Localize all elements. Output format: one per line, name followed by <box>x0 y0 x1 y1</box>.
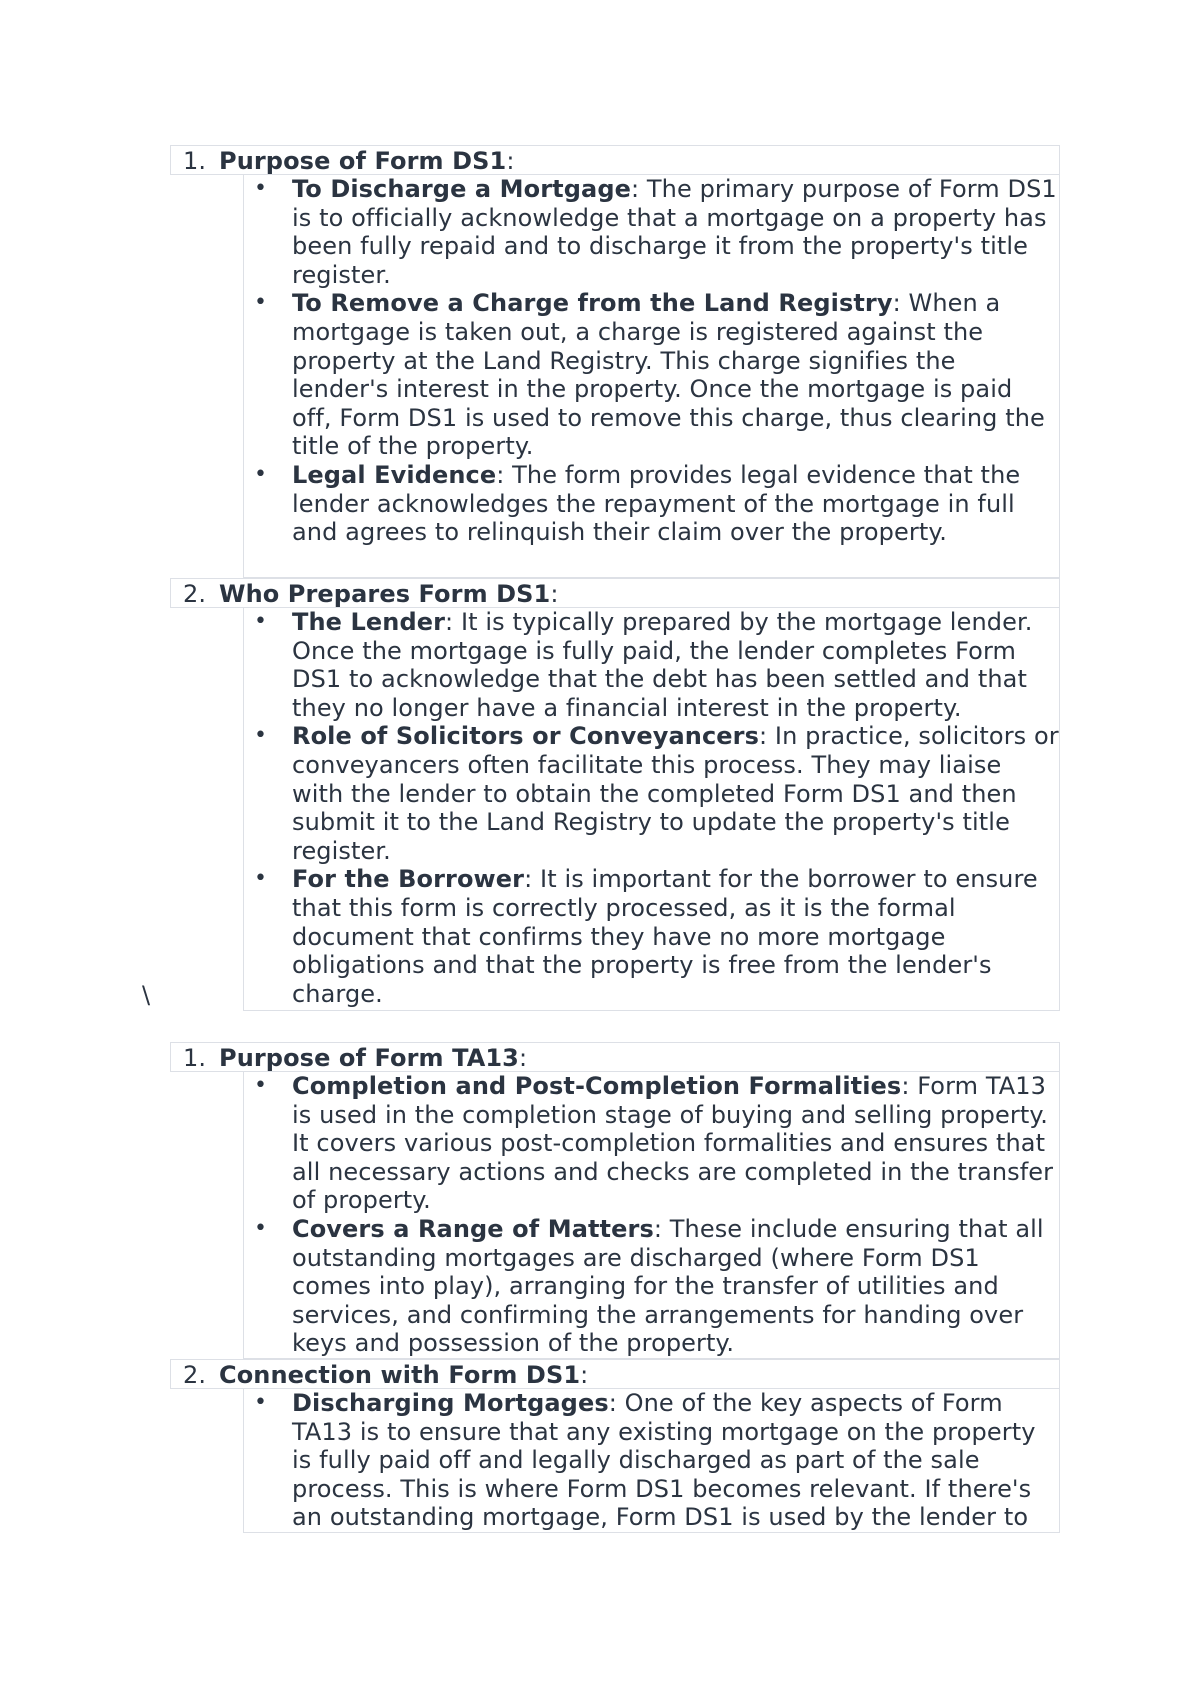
bullet-item: • To Remove a Charge from the Land Registry: When a mortgage is taken out, a charge is registered against the property at the Land Registry. This charge signifies the lender's interest in the property. Once the mortgage is paid off, Form DS1 is used to remove this charge, thus clearing the title of the property. <box>254 289 1045 461</box>
heading-text: Who Prepares Form DS1 <box>219 580 551 608</box>
section-heading: 1. Purpose of Form TA13: <box>170 1042 1060 1072</box>
bullet-list <box>243 1389 1060 1533</box>
separator-mark: \ <box>142 981 151 1009</box>
bullet-list <box>243 1072 1060 1359</box>
bullet-icon: • <box>254 1215 268 1241</box>
list-item <box>170 578 1060 1011</box>
bullet-icon: • <box>254 1073 268 1098</box>
bullet-icon: • <box>254 1390 268 1415</box>
heading-text: Purpose of Form DS1 <box>219 147 507 175</box>
bullet-item: • The Lender: It is typically prepared by the mortgage lender. Once the mortgage is fully paid, the lender completes Form DS1 to acknowledge that the debt has been settled and that they no longer have a financial interest in the property. <box>254 608 1033 722</box>
bullet-item: • Legal Evidence: The form provides legal evidence that the lender acknowledges the repayment of the mortgage in full and agrees to relinquish their claim over the property. <box>254 460 1021 547</box>
bullet-item: • Covers a Range of Matters: These include ensuring that all outstanding mortgages are discharged (where Form DS1 comes into play), arranging for the transfer of utilities and services, and confirming the arrangements for handing over keys and possession of the property. <box>254 1214 1044 1358</box>
bullet-icon: • <box>254 723 268 749</box>
bullet-list <box>243 608 1060 1011</box>
heading-text: Purpose of Form TA13 <box>219 1044 519 1072</box>
bullet-item: • Discharging Mortgages: One of the key aspects of Form TA13 is to ensure that any existing mortgage on the property is fully paid off and legally discharged as part of the sale process. This is where Form DS1 becomes relevant. If there's an outstanding mortgage, Form DS1 is used by the lender to <box>254 1389 1036 1532</box>
bullet-icon: • <box>254 176 268 201</box>
bullet-item: • Role of Solicitors or Conveyancers: In practice, solicitors or conveyancers often facilitate this process. They may liaise with the lender to obtain the completed Form DS1 and then submit it to the Land Registry to update the property's title register. <box>254 722 1059 865</box>
bullet-item: • For the Borrower: It is important for the borrower to ensure that this form is correctly processed, as it is the formal document that confirms they have no more mortgage obligations and that the property is free from the lender's charge. <box>254 865 1038 1008</box>
section-heading: 2. Who Prepares Form DS1: <box>170 578 1060 608</box>
ta13-list <box>170 1042 1060 1533</box>
list-item <box>170 145 1060 578</box>
bullet-icon: • <box>254 461 268 487</box>
section-heading: 2. Connection with Form DS1: <box>170 1359 1060 1389</box>
section-heading: 1. Purpose of Form DS1: <box>170 145 1060 175</box>
ds1-list <box>170 145 1060 1011</box>
bullet-item: • To Discharge a Mortgage: The primary purpose of Form DS1 is to officially acknowledge that a mortgage on a property has been fully repaid and to discharge it from the property's title register. <box>254 175 1057 289</box>
heading-text: Connection with Form DS1 <box>219 1361 581 1389</box>
bullet-list <box>243 175 1060 578</box>
list-item <box>170 1359 1060 1533</box>
bullet-icon: • <box>254 290 268 316</box>
list-item <box>170 1042 1060 1359</box>
bullet-item: • Completion and Post-Completion Formalities: Form TA13 is used in the completion stage of buying and selling property. It covers various post-completion formalities and ensures that all necessary actions and checks are completed in the transfer of property. <box>254 1072 1054 1215</box>
bullet-icon: • <box>254 866 268 892</box>
bullet-icon: • <box>254 609 268 634</box>
